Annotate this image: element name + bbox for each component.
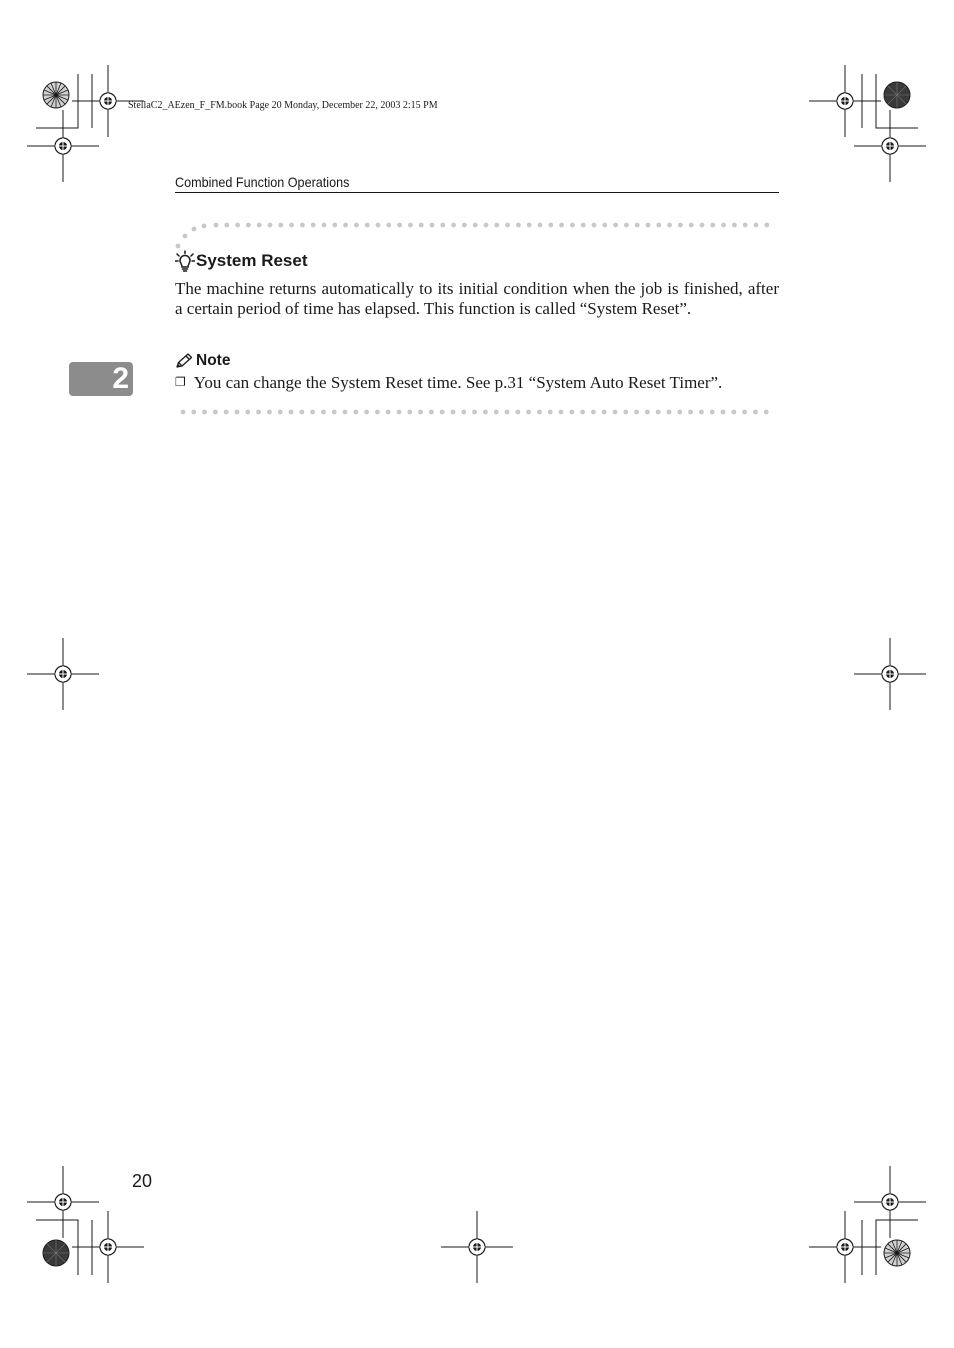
tip-dotted-border-top bbox=[172, 218, 780, 252]
tip-heading bbox=[175, 248, 308, 274]
file-info: StellaC2_AEzen_F_FM.book Page 20 Monday, December 22, 2003 2:15 PM bbox=[128, 100, 438, 111]
tip-dotted-border-bottom bbox=[172, 406, 780, 418]
note-heading-text: Note bbox=[196, 352, 231, 369]
note-item-text: You can change the System Reset time. See p.31 “System Auto Reset Timer”. bbox=[193, 373, 723, 392]
checkbox-bullet-icon: ❐ bbox=[175, 375, 186, 389]
pencil-icon bbox=[175, 353, 193, 369]
tip-heading-text: System Reset bbox=[196, 251, 308, 270]
running-header-title: Combined Function Operations bbox=[175, 174, 350, 190]
page-number: 20 bbox=[132, 1171, 153, 1191]
tip-body-paragraph: The machine returns automatically to its initial condition when the job is finished, after a certain period of time has elapsed. This function is called “System Reset”. bbox=[175, 279, 779, 318]
note-heading bbox=[175, 350, 230, 372]
header-rule bbox=[175, 192, 779, 193]
note-list-item bbox=[175, 373, 722, 394]
chapter-tab: 2 bbox=[69, 362, 133, 396]
lightbulb-icon bbox=[175, 250, 195, 272]
